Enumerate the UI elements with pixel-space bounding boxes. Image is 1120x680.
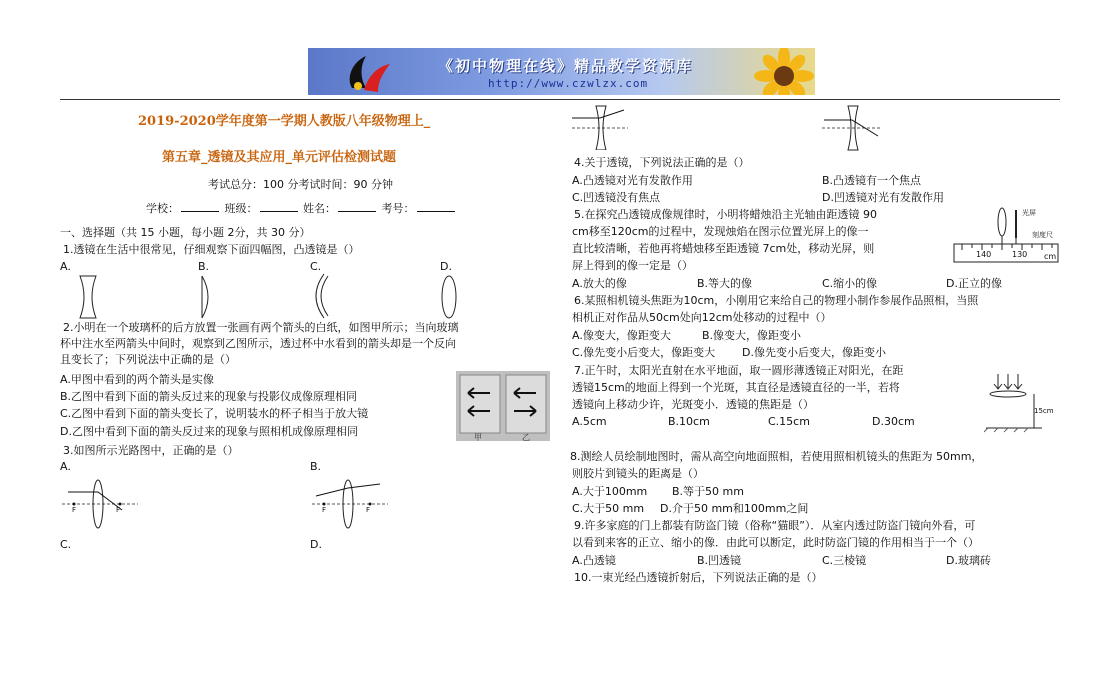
- q2-option-b[interactable]: B.乙图中看到下面的箭头反过来的现象与投影仪成像原理相同: [60, 390, 358, 403]
- class-blank[interactable]: [260, 211, 298, 212]
- q1-option-b[interactable]: B.: [198, 260, 210, 273]
- q5-tick-140: 140: [976, 250, 992, 259]
- title-line-1: 2019-2020学年度第一学期人教版八年级物理上_: [138, 114, 431, 129]
- q2-line-1: 2.小明在一个玻璃杯的后方放置一张画有两个箭头的白纸，如图甲所示；当向玻璃: [63, 321, 459, 334]
- meniscus-lens-icon: [306, 272, 330, 320]
- q4-option-a[interactable]: A.凸透镜对光有发散作用: [572, 174, 693, 187]
- q7-option-d[interactable]: D.30cm: [872, 415, 915, 428]
- concave-lens-icon: [78, 274, 98, 320]
- q3a-focus-right: F: [116, 506, 121, 514]
- q6-option-b[interactable]: B.像变大，像距变小: [702, 329, 802, 342]
- q5-ruler-label: 刻度尺: [1032, 231, 1053, 239]
- q6-line-1: 6.某照相机镜头焦距为10cm，小刚用它来给自己的物理小制作参展作品照相，当照: [574, 294, 979, 307]
- convex-lens-icon: [440, 274, 458, 320]
- q1-option-d[interactable]: D.: [440, 260, 452, 273]
- q9-line-1: 9.许多家庭的门上都装有防盗门镜（俗称“猫眼”）．从室内透过防盗门镜向外看，可: [574, 519, 976, 532]
- q2-line-3: 且变长了；下列说法中正确的是（）: [60, 353, 236, 366]
- q3-diagram-b: [310, 474, 390, 530]
- plano-convex-lens-icon: [198, 274, 214, 320]
- q6-option-d[interactable]: D.像先变小后变大，像距变小: [742, 346, 886, 359]
- q5-line-1: 5.在探究凸透镜成像规律时，小明将蜡烛沿主光轴由距透镜 90: [574, 208, 877, 221]
- q5-line-3: 直比较清晰，若他再将蜡烛移至距透镜 7cm处，移动光屏，则: [572, 242, 875, 255]
- q2-line-2: 杯中注水至两箭头中间时，观察到乙图所示，透过杯中水看到的箭头却是一个反向: [60, 337, 456, 350]
- school-blank[interactable]: [181, 211, 219, 212]
- photo-label-jia: 甲: [474, 433, 482, 442]
- banner-url: http://www.czwlzx.com: [488, 77, 649, 90]
- q10-stem: 10.一束光经凸透镜折射后，下列说法正确的是（）: [574, 571, 823, 584]
- q7-option-b[interactable]: B.10cm: [668, 415, 710, 428]
- q5-line-2: cm移至120cm的过程中，发现烛焰在图示位置光屏上的像一: [572, 225, 869, 238]
- title-line-2: 第五章_透镜及其应用_单元评估检测试题: [162, 150, 397, 165]
- q4-option-b[interactable]: B.凸透镜有一个焦点: [822, 174, 922, 187]
- q7-option-a[interactable]: A.5cm: [572, 415, 607, 428]
- q8-option-d[interactable]: D.介于50 mm和100mm之间: [660, 502, 809, 515]
- q6-option-c[interactable]: C.像先变小后变大，像距变大: [572, 346, 716, 359]
- glass-photo-icon: [456, 371, 550, 441]
- q3-diagram-c: [570, 104, 630, 150]
- q5-screen-label: 光屏: [1022, 209, 1036, 217]
- number-label: 考号：: [381, 202, 415, 215]
- q2-option-c[interactable]: C.乙图中看到下面的箭头变长了，说明装水的杯子相当于放大镜: [60, 407, 369, 420]
- name-blank[interactable]: [338, 211, 376, 212]
- q8-option-a[interactable]: A.大于100mm: [572, 485, 648, 498]
- logo-icon: [338, 48, 398, 95]
- q3-diagram-a: [60, 474, 140, 530]
- q7-line-2: 透镜15cm的地面上得到一个光斑，其直径是透镜直径的一半，若将: [572, 381, 900, 394]
- exam-info: 考试总分：100 分考试时间：90 分钟: [208, 178, 393, 191]
- q9-option-b[interactable]: B.凹透镜: [697, 554, 742, 567]
- class-label: 班级：: [224, 202, 258, 215]
- q3-option-a[interactable]: A.: [60, 460, 71, 473]
- q6-line-2: 相机正对作品从50cm处向12cm处移动的过程中（）: [572, 311, 832, 324]
- q3a-focus-left: F: [72, 506, 77, 514]
- q8-line-1: 8.测绘人员绘制地图时，需从高空向地面照相，若使用照相机镜头的焦距为 50mm，: [570, 450, 983, 463]
- q3-option-c[interactable]: C.: [60, 538, 72, 551]
- photo-label-yi: 乙: [522, 433, 530, 442]
- student-fields: [146, 202, 457, 216]
- q8-option-b[interactable]: B.等于50 mm: [672, 485, 744, 498]
- q1-option-c[interactable]: C.: [310, 260, 322, 273]
- q5-tick-130: 130: [1012, 250, 1028, 259]
- glass-photo: [456, 371, 550, 441]
- q9-option-d[interactable]: D.玻璃砖: [946, 554, 991, 567]
- q5-option-a[interactable]: A.放大的像: [572, 277, 627, 290]
- q3b-focus-left: F: [322, 506, 327, 514]
- q9-line-2: 以看到来客的正立、缩小的像．由此可以断定，此时防盗门镜的作用相当于一个（）: [572, 536, 979, 549]
- number-blank[interactable]: [417, 211, 455, 212]
- q7-sunlight-figure: [984, 372, 1056, 434]
- q1-stem: 1.透镜在生活中很常见，仔细观察下面四幅图，凸透镜是（）: [63, 243, 360, 256]
- school-label: 学校：: [146, 202, 179, 215]
- q9-option-a[interactable]: A.凸透镜: [572, 554, 616, 567]
- name-label: 姓名：: [303, 202, 336, 215]
- sunflower-icon: [748, 48, 815, 95]
- header-rule: [60, 99, 1060, 100]
- q5-option-b[interactable]: B.等大的像: [697, 277, 753, 290]
- q7-distance-label: 15cm: [1034, 407, 1054, 415]
- q3-option-b[interactable]: B.: [310, 460, 322, 473]
- q3-option-d[interactable]: D.: [310, 538, 322, 551]
- q2-option-d[interactable]: D.乙图中看到下面的箭头反过来的现象与照相机成像原理相同: [60, 425, 358, 438]
- q5-option-d[interactable]: D.正立的像: [946, 277, 1002, 290]
- q2-option-a[interactable]: A.甲图中看到的两个箭头是实像: [60, 373, 214, 386]
- q3b-focus-right: F: [366, 506, 371, 514]
- q5-option-c[interactable]: C.缩小的像: [822, 277, 878, 290]
- q7-option-c[interactable]: C.15cm: [768, 415, 810, 428]
- q8-option-c[interactable]: C.大于50 mm: [572, 502, 645, 515]
- banner-slogan: 《初中物理在线》精品教学资源库: [438, 57, 694, 75]
- q5-unit: cm: [1044, 252, 1057, 261]
- q9-option-c[interactable]: C.三棱镜: [822, 554, 867, 567]
- q7-line-1: 7.正午时，太阳光直射在水平地面，取一圆形薄透镜正对阳光，在距: [574, 364, 904, 377]
- header-banner: [308, 48, 815, 95]
- q1-option-a[interactable]: A.: [60, 260, 71, 273]
- q7-line-3: 透镜向上移动少许，光斑变小．透镜的焦距是（）: [572, 398, 814, 411]
- q3-stem: 3.如图所示光路图中，正确的是（）: [63, 444, 239, 457]
- q4-option-c[interactable]: C.凹透镜没有焦点: [572, 191, 661, 204]
- q6-option-a[interactable]: A.像变大，像距变大: [572, 329, 671, 342]
- q4-stem: 4.关于透镜，下列说法正确的是（）: [574, 156, 750, 169]
- section-heading: 一、选择题（共 15 小题，每小题 2分，共 30 分）: [60, 226, 311, 239]
- q5-line-4: 屏上得到的像一定是（）: [572, 259, 693, 272]
- q8-line-2: 则胶片到镜头的距离是（）: [572, 467, 704, 480]
- q3-diagram-d: [820, 104, 884, 152]
- q4-option-d[interactable]: D.凹透镜对光有发散作用: [822, 191, 944, 204]
